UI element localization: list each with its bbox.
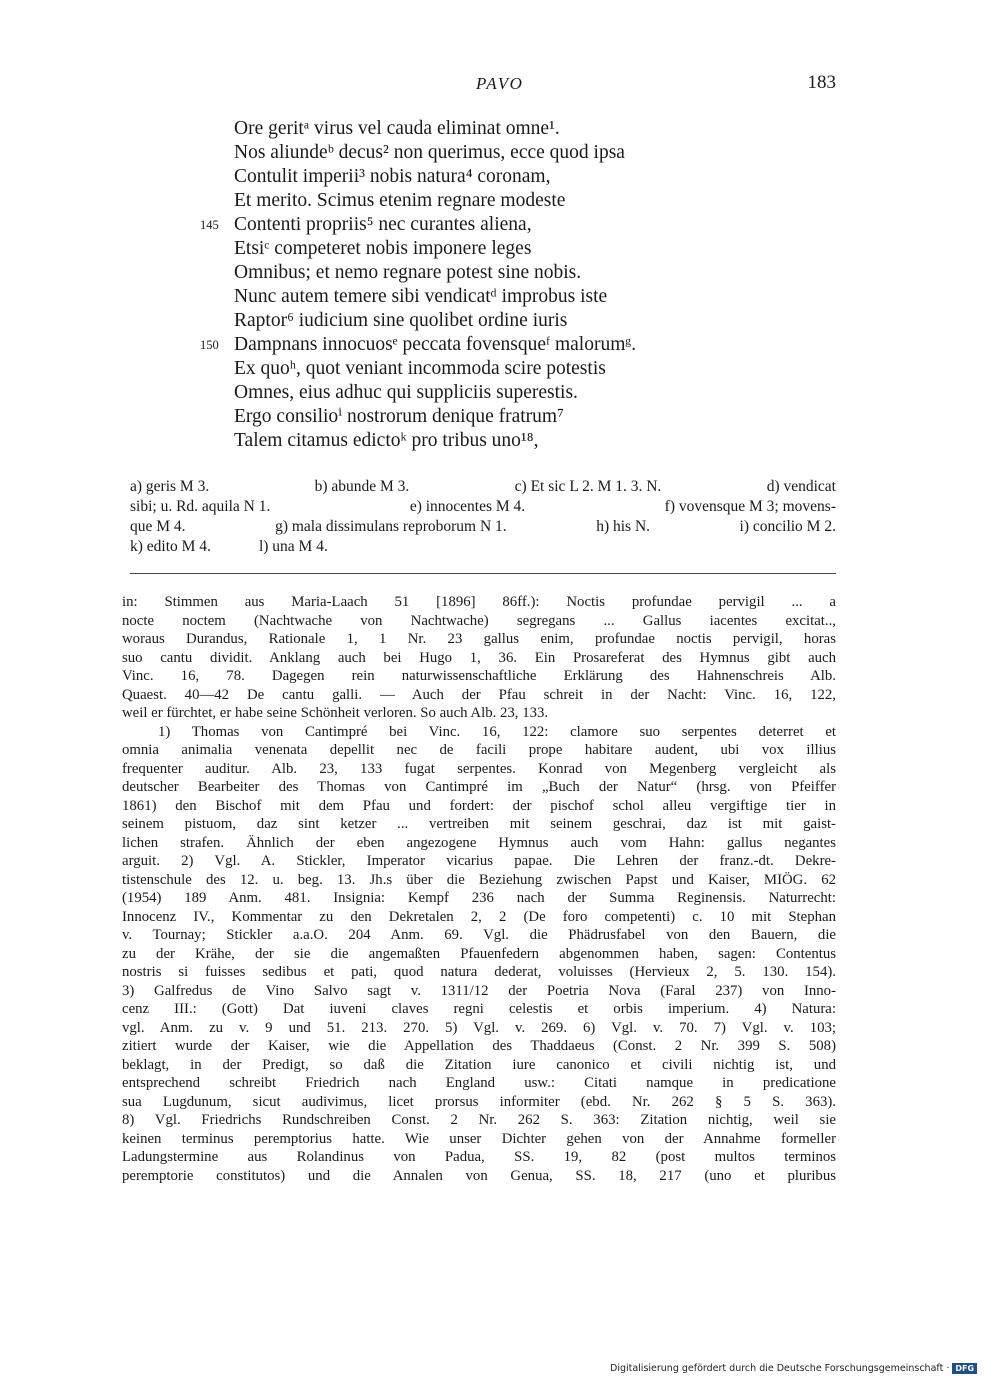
note-line: omnia animalia venenata depellit nec de facili prope habitare audent, ubi vox illius <box>122 742 836 758</box>
note-line: Vinc. 16, 78. Dagegen rein naturwissenschaftliche Erklärung des Hahnenschreis Alb. <box>122 668 836 684</box>
verse-text: Contulit imperii³ nobis natura⁴ coronam, <box>234 166 551 187</box>
note-line: 3) Galfredus de Vino Salvo sagt v. 1311/12 der Poetria Nova (Faral 237) von Inno- <box>122 982 836 999</box>
note-line: nocte noctem (Nachtwache von Nachtwache) segregans ... Gallus iacentes excitat.., <box>122 612 836 629</box>
note-line: keinen terminus peremptorius hatte. Wie unser Dichter gehen von der Annahme formeller <box>122 1130 836 1147</box>
note-line: deutscher Bearbeiter des Thomas von Cantimpré im „Buch der Natur“ (hrsg. von Pfeiffer <box>122 779 836 795</box>
apparatus-entry: e) innocentes M 4. <box>409 498 526 515</box>
verse-text: Talem citamus edictoᵏ pro tribus uno¹⁸, <box>234 430 539 451</box>
verse-text: Raptor⁶ iudicium sine quolibet ordine iuris <box>234 310 568 331</box>
verse-text: Dampnans innocuosᵉ peccata fovensqueᶠ malorumᵍ. <box>234 334 637 355</box>
verse-text: Ore geritᵃ virus vel cauda eliminat omne¹. <box>234 118 560 139</box>
verse-text: Ex quoʰ, quot veniant incommoda scire potestis <box>234 358 606 379</box>
dfg-logo-icon: DFG <box>952 1363 977 1374</box>
note-line: Quaest. 40—42 De cantu galli. — Auch der Pfau schreit in der Nacht: Vinc. 16, 122, <box>122 686 836 703</box>
apparatus-entry: sibi; u. Rd. aquila N 1. <box>130 498 271 515</box>
apparatus-entry: que M 4. <box>130 518 186 535</box>
note-line: weil er fürchtet, er habe seine Schönheit verloren. So auch Alb. 23, 133. <box>122 705 549 721</box>
verse-line <box>0 165 1000 189</box>
apparatus-entry: f) vovensque M 3; movens- <box>664 498 836 515</box>
note-line: suo cantu dividit. Anklang auch bei Hugo 1, 36. Ein Prosareferat des Hymnus gibt auch <box>122 649 836 666</box>
apparatus-entry: k) edito M 4. <box>130 538 211 555</box>
verse-line <box>0 261 1000 285</box>
apparatus-entry: l) una M 4. <box>258 538 328 555</box>
note-line: lichen strafen. Ähnlich der eben angezogene Hymnus auch vom Hahn: gallus negantes <box>122 834 836 851</box>
running-title: PAVO <box>476 74 524 93</box>
note-line: seinem pistuom, daz sint ketzer ... vertreiben mit seinem geschrai, daz ist mit gaist- <box>122 816 836 832</box>
note-line: entsprechend schreibt Friedrich nach England usw.: Citati namque in predicatione <box>122 1075 836 1091</box>
note-line: in: Stimmen aus Maria-Laach 51 [1896] 86ff.): Noctis profundae pervigil ... a <box>122 594 836 610</box>
note-line: tistenschule des 12. u. beg. 13. Jh.s über die Beziehung zwischen Papst und Kaiser, MIÖG. 62 <box>122 871 836 888</box>
apparatus-line <box>130 497 836 517</box>
verse-text: Nos aliundeᵇ decus² non querimus, ecce quod ipsa <box>234 142 625 163</box>
note-line: Innocenz IV., Kommentar zu den Dekretalen 2, 2 (De foro competenti) c. 10 mit Stephan <box>122 908 836 925</box>
apparatus-entry: i) concilio M 2. <box>739 518 836 535</box>
note-line: zu der Krähe, der sie die angemaßten Pfauenfedern abgenommen haben, sagen: Contentus <box>122 945 836 962</box>
verse-line <box>0 357 1000 381</box>
note-line: (1954) 189 Anm. 481. Insignia: Kempf 236 nach der Summa Reginensis. Naturrecht: <box>122 890 836 906</box>
apparatus-entry: h) his N. <box>596 518 651 535</box>
note-line: vgl. Anm. zu v. 9 und 51. 213. 270. 5) Vgl. v. 269. 6) Vgl. v. 70. 7) Vgl. v. 103; <box>122 1019 836 1036</box>
verse-line <box>0 285 1000 309</box>
verse-line <box>0 429 1000 453</box>
verse-line <box>0 381 1000 405</box>
note-line: nostris si fuisses sedibus et pati, quod natura dederat, voluisses (Hervieux 2, 5. 130. 154). <box>122 964 836 980</box>
verse-line <box>0 117 1000 141</box>
note-line: cenz III.: (Gott) Dat iuveni claves regni celestis et orbis imperium. 4) Natura: <box>122 1001 836 1017</box>
note-line: peremptorie constitutos) und die Annalen von Genua, SS. 18, 217 (uno et pluribus <box>122 1167 836 1184</box>
verse-line <box>0 333 1000 357</box>
apparatus-entry: b) abunde M 3. <box>314 478 410 495</box>
page-number: 183 <box>807 72 836 93</box>
digitization-credit <box>610 1363 977 1374</box>
verse-line <box>0 309 1000 333</box>
note-line: 1861) den Bischof mit dem Pfau und fordert: der pischof schol alleu vergiftige tier in <box>122 797 836 814</box>
note-line: beklagt, in der Predigt, so daß die Zitation iure canonico et civili nichtig ist, und <box>122 1056 836 1073</box>
verse-number: 150 <box>200 338 219 352</box>
verse-line <box>0 189 1000 213</box>
verse-text: Omnes, eius adhuc qui suppliciis superestis. <box>234 382 578 403</box>
verse-text: Etsiᶜ competeret nobis imponere leges <box>234 238 532 259</box>
apparatus-line <box>130 477 836 497</box>
verse-text: Ergo consilioⁱ nostrorum denique fratrum⁷ <box>234 406 564 427</box>
note-line: frequenter auditur. Alb. 23, 133 fugat serpentes. Konrad von Megenberg vergleicht als <box>122 760 836 777</box>
note-line: 8) Vgl. Friedrichs Rundschreiben Const. 2 Nr. 262 S. 363: Zitation nichtig, weil sie <box>122 1112 836 1128</box>
apparatus-line <box>130 537 836 557</box>
apparatus-entry: g) mala dissimulans reproborum N 1. <box>275 518 507 535</box>
apparatus-entry: a) geris M 3. <box>130 478 210 495</box>
apparatus-line <box>130 517 836 537</box>
apparatus-entry: d) vendicat <box>766 478 836 495</box>
verse-line <box>0 141 1000 165</box>
note-line: woraus Durandus, Rationale 1, 1 Nr. 23 gallus enim, profundae noctis pervigil, horas <box>122 631 836 647</box>
verse-line <box>0 237 1000 261</box>
note-line: 1) Thomas von Cantimpré bei Vinc. 16, 122: clamore suo serpentes deterret et <box>158 723 836 740</box>
verse-line <box>0 213 1000 237</box>
verse-line <box>0 405 1000 429</box>
verse-number: 145 <box>200 218 219 232</box>
note-line: v. Tournay; Stickler a.a.O. 204 Anm. 69. Vgl. die Phädrusfabel von den Bauern, die <box>122 927 836 943</box>
verse-block <box>0 117 1000 453</box>
critical-apparatus <box>130 477 836 557</box>
verse-text: Et merito. Scimus etenim regnare modeste <box>234 190 566 211</box>
note-line: arguit. 2) Vgl. A. Stickler, Imperator vicarius papae. Die Lehren der franz.-dt. Dekre- <box>122 853 836 869</box>
note-line: zitiert wurde der Kaiser, wie die Appellation des Thaddaeus (Const. 2 Nr. 399 S. 508) <box>122 1038 836 1054</box>
note-line: sua Lugdunum, sicut audivimus, licet prorsus informiter (ebd. Nr. 262 § 5 S. 363). <box>122 1093 836 1110</box>
apparatus-entry: c) Et sic L 2. M 1. 3. N. <box>514 478 662 495</box>
note-line: Ladungstermine aus Rolandinus von Padua, SS. 19, 82 (post multos terminos <box>122 1149 836 1165</box>
credit-text: Digitalisierung gefördert durch die Deutsche Forschungsgemeinschaft · <box>610 1363 950 1374</box>
footnote-divider <box>130 573 836 574</box>
verse-text: Omnibus; et nemo regnare potest sine nobis. <box>234 262 582 283</box>
verse-text: Nunc autem temere sibi vendicatᵈ improbus iste <box>234 286 608 307</box>
commentary-notes <box>122 593 836 1185</box>
verse-text: Contenti propriis⁵ nec curantes aliena, <box>234 214 532 235</box>
